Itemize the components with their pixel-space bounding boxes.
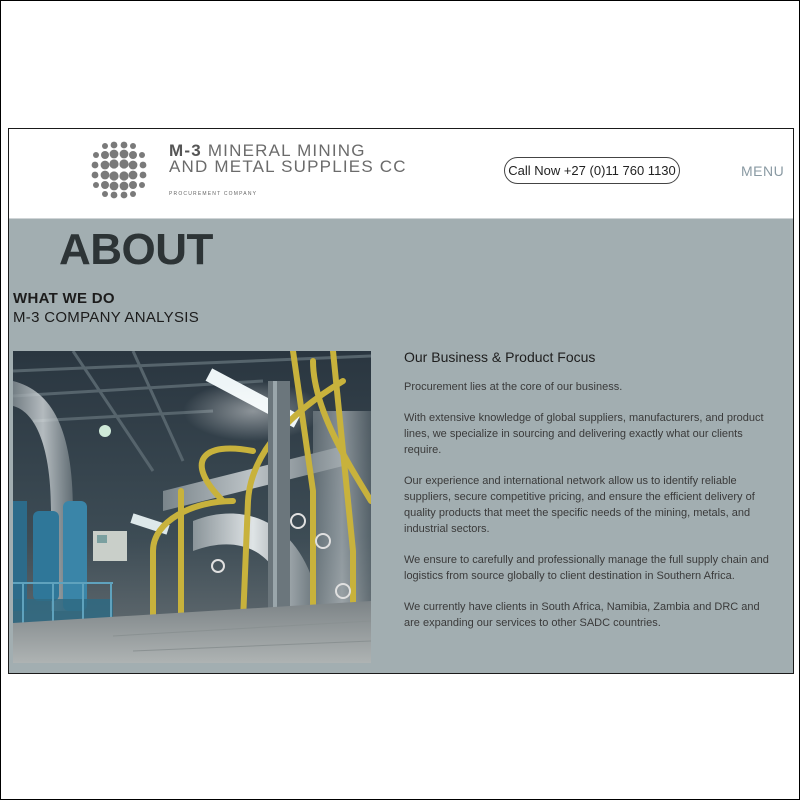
industrial-plant-image	[13, 351, 371, 663]
menu-button[interactable]: MENU	[741, 163, 785, 179]
business-focus-section	[404, 349, 769, 646]
brand-line1: MINERAL MINING	[201, 141, 366, 160]
brand-tagline: PROCUREMENT COMPANY	[169, 191, 258, 197]
website-viewport	[8, 128, 794, 674]
paragraph: We ensure to carefully and professionally manage the full supply chain and logistics from source globally to client destination in Southern Africa.	[404, 554, 769, 582]
brand-prefix: M-3	[169, 141, 202, 160]
paragraph: Procurement lies at the core of our business.	[404, 381, 623, 393]
paragraph: We currently have clients in South Africa, Namibia, Zambia and DRC and are expanding our services to other SADC countries.	[404, 601, 760, 629]
section-label: WHAT WE DO	[13, 290, 115, 307]
section-subtitle: M-3 COMPANY ANALYSIS	[13, 309, 200, 326]
site-header	[9, 129, 793, 219]
focus-heading: Our Business & Product Focus	[404, 349, 596, 365]
brand-line2: AND METAL SUPPLIES CC	[169, 157, 407, 176]
call-now-button[interactable]: Call Now +27 (0)11 760 1130	[504, 157, 680, 184]
company-logo-icon[interactable]	[89, 140, 149, 200]
company-name[interactable]	[169, 143, 407, 175]
paragraph: Our experience and international network allow us to identify reliable suppliers, secure competitive pricing, and ensure the efficient delivery of quality products that meet the specific needs of the mining, metals, and industrial sectors.	[404, 475, 755, 535]
page-title: ABOUT	[59, 225, 213, 274]
paragraph: With extensive knowledge of global suppliers, manufacturers, and product lines, we specialize in sourcing and delivering exactly what our clients require.	[404, 412, 764, 456]
